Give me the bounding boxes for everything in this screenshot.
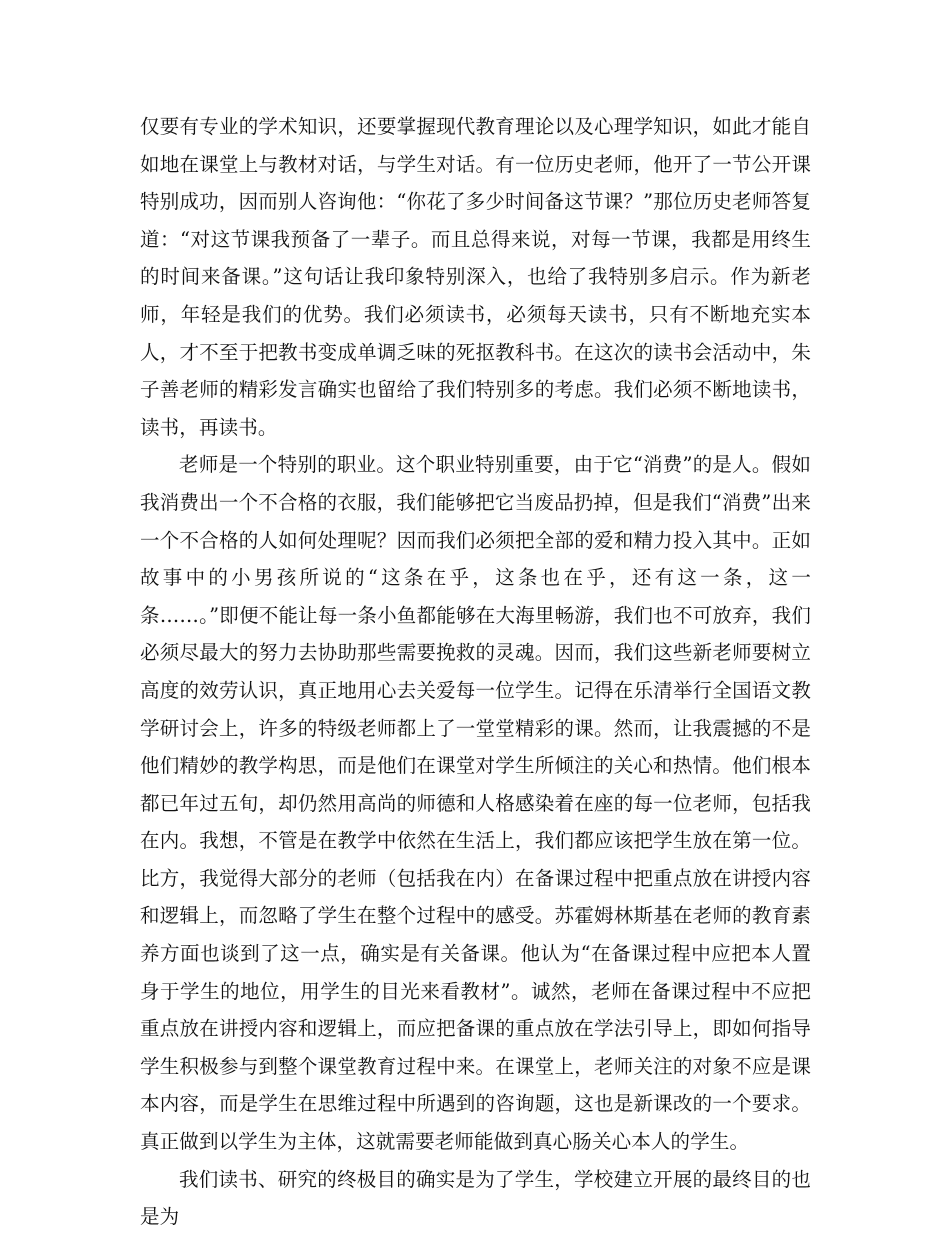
paragraph-3: 我们读书、研究的终极目的确实是为了学生，学校建立开展的最终目的也是为 <box>140 1167 811 1229</box>
paragraph-2: 老师是一个特别的职业。这个职业特别重要，由于它“消费”的是人。假如我消费出一个不合格的衣服，我们能够把它当废品扔掉，但是我们“消费”出来一个不合格的人如何处理呢？因而我们必须把全部的爱和精力投入其中。正如故事中的小男孩所说的“这条在乎，这条也在乎，还有这一条，这一条……。”即便不能让每一条小鱼都能够在大海里畅游，我们也不可放弃，我们必须尽最大的努力去协助那些需要挽救的灵魂。因而，我们这些新老师要树立高度的效劳认识，真正地用心去关爱每一位学生。记得在乐清举行全国语文教学研讨会上，许多的特级老师都上了一堂堂精彩的课。然而，让我震撼的不是他们精妙的教学构思，而是他们在课堂对学生所倾注的关心和热情。他们根本都已年过五旬，却仍然用高尚的师德和人格感染着在座的每一位老师，包括我在内。我想，不管是在教学中依然在生活上，我们都应该把学生放在第一位。比方，我觉得大部分的老师（包括我在内）在备课过程中把重点放在讲授内容和逻辑上，而忽略了学生在整个过程中的感受。苏霍姆林斯基在老师的教育素养方面也谈到了这一点，确实是有关备课。他认为“在备课过程中应把本人置身于学生的地位，用学生的目光来看教材”。诚然，老师在备课过程中不应把重点放在讲授内容和逻辑上，而应把备课的重点放在学法引导上，即如何指导学生积极参与到整个课堂教育过程中来。在课堂上，老师关注的对象不应是课本内容，而是学生在思维过程中所遇到的咨询题，这也是新课改的一个要求。真正做到以学生为主体，这就需要老师能做到真心肠关心本人的学生。 <box>140 453 811 1154</box>
paragraph-1: 仅要有专业的学术知识，还要掌握现代教育理论以及心理学知识，如此才能自如地在课堂上与教材对话，与学生对话。有一位历史老师，他开了一节公开课特别成功，因而别人咨询他：“你花了多少时间备这节课？”那位历史老师答复道：“对这节课我预备了一辈子。而且总得来说，对每一节课，我都是用终生的时间来备课。”这句话让我印象特别深入，也给了我特别多启示。作为新老师，年轻是我们的优势。我们必须读书，必须每天读书，只有不断地充实本人，才不至于把教书变成单调乏味的死抠教科书。在这次的读书会活动中，朱子善老师的精彩发言确实也留给了我们特别多的考虑。我们必须不断地读书，读书，再读书。 <box>140 115 811 439</box>
